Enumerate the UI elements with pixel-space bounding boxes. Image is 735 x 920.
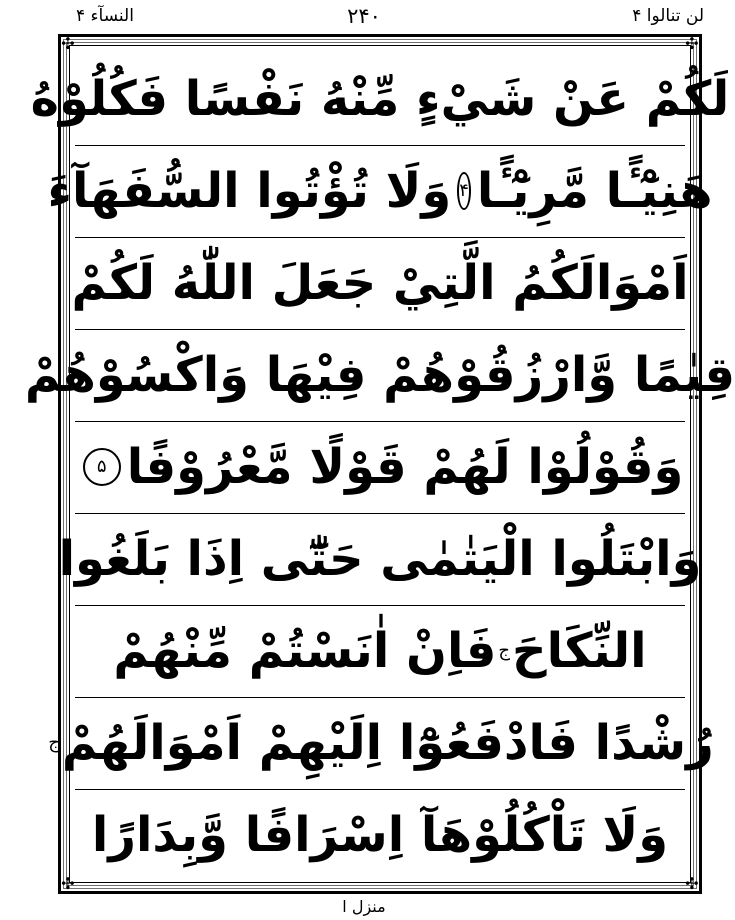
line-text: رُشْدًا فَادْفَعُوْٓا اِلَيْهِمْ اَمْوَالَهُمْ [61,715,714,771]
ayah-end-marker: ۴ [457,172,471,210]
text-line-3 [71,237,689,329]
text-line-6 [58,513,702,605]
corner-ornament-icon: ✣ [61,34,75,53]
text-line-5 [75,421,685,513]
text-line-9 [75,789,685,881]
waqf-sign: ج [498,640,511,661]
line-text: هَنِيْٓـًٔا مَّرِيْٓـًٔا [476,163,713,219]
page-number: ۲۴۰ [347,4,381,28]
quran-text-block [24,53,735,881]
line-text: وَقُوْلُوْا لَهُمْ قَوْلًا مَّعْرُوْفًا [126,439,684,495]
text-line-8 [48,697,714,789]
line-text: فَاِنْ اٰنَسْتُمْ مِّنْهُمْ [113,623,497,679]
text-line-4 [24,329,735,421]
corner-ornament-icon: ✣ [685,34,699,53]
corner-ornament-icon: ✣ [61,874,75,893]
line-text: وَابْتَلُوا الْيَتٰمٰى حَتّٰٓى اِذَا بَلَغُوا [58,531,702,587]
line-text: قِيٰمًا وَّارْزُقُوْهُمْ فِيْهَا وَاكْسُوْهُمْ [24,347,735,403]
ayah-end-marker: ۵ [83,448,121,486]
line-text: وَلَا تُؤْتُوا السُّفَهَآءَ [47,163,452,219]
line-text: لَكُمْ عَنْ شَيْءٍ مِّنْهُ نَفْسًا فَكُلُوْهُ [30,71,730,127]
text-line-1 [30,53,730,145]
line-text: اَمْوَالَكُمُ الَّتِيْ جَعَلَ اللّٰهُ لَكُمْ [71,255,689,311]
text-line-2 [47,145,713,237]
manzil-footer: منزل ا [342,897,386,916]
surah-name-header: النسآء ۴ [76,6,134,26]
waqf-sign: ج [48,732,60,753]
juz-name-header: لن تنالوا ۴ [632,6,704,26]
line-text: النِّكَاحَ [512,623,647,679]
text-line-7 [75,605,685,697]
line-text: وَلَا تَاْكُلُوْهَآ اِسْرَافًا وَّبِدَارًا [91,807,669,863]
corner-ornament-icon: ✣ [685,874,699,893]
